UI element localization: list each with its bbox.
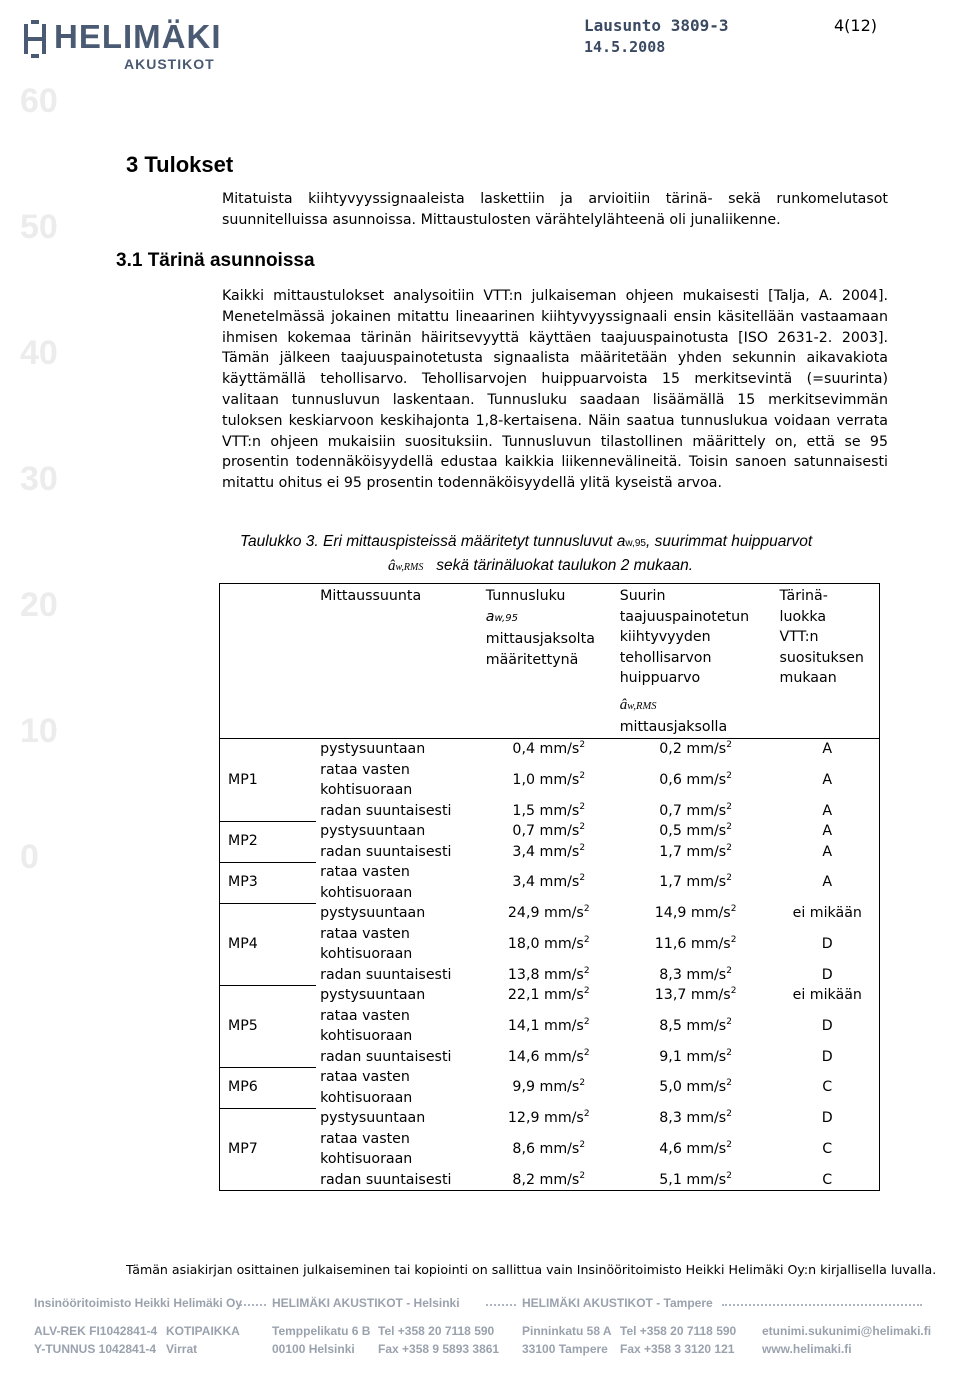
tunnusluku-cell (482, 924, 616, 965)
value: 0,6 (659, 771, 682, 788)
peak-cell (616, 1006, 776, 1047)
footer-tel-tampere: Tel +358 20 7118 590 (620, 1324, 737, 1338)
unit-exponent: 2 (583, 934, 590, 945)
value: 8,5 (659, 1017, 682, 1034)
footer-domicile: Virrat (166, 1342, 198, 1356)
header-text: luokka (779, 608, 827, 625)
footer-office-tampere: HELIMÄKI AKUSTIKOT - Tampere (522, 1296, 713, 1310)
class-cell: D (776, 1047, 880, 1068)
unit: mm/s (544, 935, 584, 952)
direction-cell: pystysuuntaan (320, 741, 426, 757)
header-symbol (486, 607, 612, 630)
measurement-point: MP5 (220, 985, 317, 1067)
measurement-point: MP2 (220, 821, 317, 862)
footer-fax-tampere: Fax +358 3 3120 121 (620, 1342, 735, 1356)
unit-exponent: 2 (726, 822, 732, 832)
unit: mm/s (539, 1079, 580, 1096)
peak-cell (616, 842, 776, 863)
class-cell: D (776, 1006, 880, 1047)
header-text: määritettynä (485, 651, 579, 668)
footer-dots (486, 1304, 516, 1306)
table-row (220, 801, 880, 822)
unit: mm/s (686, 1079, 727, 1096)
watermark-number: 50 (20, 208, 58, 246)
value: 11,6 (654, 935, 687, 952)
unit: mm/s (544, 1017, 584, 1034)
footer-domicile-label: KOTIPAIKKA (166, 1324, 240, 1338)
unit-exponent: 2 (726, 873, 732, 884)
direction-cell: rataa vasten kohtisuoraan (320, 864, 413, 901)
table-row (220, 1108, 880, 1129)
class-cell: C (776, 1067, 880, 1108)
header-direction (316, 584, 482, 739)
value: 22,1 (507, 987, 540, 1003)
table-caption (240, 531, 900, 579)
class-cell: ei mikään (776, 985, 880, 1006)
company-logo-icon (22, 20, 48, 58)
value: 0,4 (512, 741, 535, 757)
table-row (220, 1170, 880, 1191)
footer-company-name: Insinööritoimisto Heikki Helimäki Oy (34, 1296, 243, 1310)
unit-exponent: 2 (579, 1078, 586, 1089)
footer-fax-helsinki: Fax +358 9 5893 3861 (378, 1342, 500, 1356)
company-logo-name: HELIMÄKI (54, 18, 222, 55)
document-date: 14.5.2008 (584, 38, 666, 56)
unit: mm/s (686, 741, 727, 757)
footer-dots (722, 1304, 922, 1306)
footer-website: www.helimaki.fi (762, 1342, 852, 1356)
unit: mm/s (539, 843, 580, 860)
value: 3,4 (512, 874, 535, 891)
class-cell: A (776, 821, 880, 842)
tunnusluku-cell (482, 903, 616, 924)
direction-cell: pystysuuntaan (320, 987, 426, 1003)
caption-subscript: w,95 (625, 538, 646, 549)
unit: mm/s (544, 1048, 584, 1065)
header-text: mittausjaksolla (619, 719, 728, 735)
value: 13,8 (507, 966, 540, 983)
table-row (220, 985, 880, 1006)
peak-cell (616, 801, 776, 822)
unit-exponent: 2 (583, 904, 590, 914)
value: 0,2 (659, 741, 682, 757)
value: 8,3 (659, 966, 682, 983)
table-row (220, 821, 880, 842)
unit: mm/s (539, 823, 580, 839)
unit-exponent: 2 (579, 801, 586, 812)
header-direction-text: Mittaussuunta (320, 588, 422, 604)
watermark-number: 40 (20, 334, 58, 372)
caption-text: sekä tärinäluokat taulukon 2 mukaan. (436, 557, 694, 574)
direction-cell: radan suuntaisesti (320, 843, 452, 860)
page-number: 4(12) (834, 16, 878, 35)
header-text: kiihtyvyyden (619, 629, 711, 645)
unit-exponent: 2 (583, 1016, 590, 1027)
header-symbol (620, 695, 772, 718)
direction-cell: rataa vasten kohtisuoraan (320, 1130, 413, 1167)
caption-subscript: w,RMS (395, 562, 424, 573)
footer-office-helsinki: HELIMÄKI AKUSTIKOT - Helsinki (272, 1296, 460, 1310)
header-text: suosituksen (779, 649, 864, 666)
watermark-number: 10 (20, 712, 58, 750)
direction-cell: pystysuuntaan (320, 823, 426, 839)
value: 14,6 (507, 1048, 540, 1065)
direction-cell: radan suuntaisesti (320, 1048, 452, 1065)
peak-cell (616, 1129, 776, 1170)
unit-exponent: 2 (726, 1109, 732, 1119)
value: 1,7 (659, 874, 682, 891)
peak-cell (616, 924, 776, 965)
unit: mm/s (539, 1140, 580, 1157)
header-peak (616, 584, 776, 739)
unit: mm/s (539, 802, 580, 819)
tunnusluku-cell (482, 1006, 616, 1047)
header-text: tehollisarvon (619, 649, 712, 666)
class-cell: C (776, 1129, 880, 1170)
value: 1,5 (512, 802, 535, 819)
peak-cell (616, 739, 776, 760)
caption-text: Taulukko 3. Eri mittauspisteissä määritetyt tunnusluvut a (240, 533, 626, 550)
unit-exponent: 2 (726, 1078, 732, 1089)
value: 0,7 (512, 823, 535, 839)
caption-symbol: â (388, 558, 396, 574)
header-text: taajuuspainotetun (619, 608, 750, 625)
unit: mm/s (539, 874, 580, 891)
unit-exponent: 2 (726, 801, 732, 812)
unit-exponent: 2 (726, 842, 732, 853)
value: 0,5 (659, 823, 682, 839)
footer-dots (240, 1304, 266, 1306)
peak-cell (616, 1047, 776, 1068)
unit: mm/s (686, 823, 727, 839)
direction-cell: rataa vasten kohtisuoraan (320, 1069, 413, 1106)
header-text: mittausjaksolta (485, 631, 595, 647)
value: 9,9 (512, 1079, 535, 1096)
value: 14,1 (507, 1017, 540, 1034)
unit: mm/s (539, 1171, 580, 1188)
header-tunnusluku (482, 584, 616, 739)
unit: mm/s (686, 966, 727, 983)
table-row (220, 1006, 880, 1047)
table-row (220, 1047, 880, 1068)
unit-exponent: 2 (726, 770, 732, 781)
value: 18,0 (507, 935, 540, 952)
unit-exponent: 2 (726, 740, 732, 750)
unit: mm/s (539, 771, 580, 788)
tunnusluku-cell (482, 739, 616, 760)
unit-exponent: 2 (583, 1109, 590, 1119)
peak-cell (616, 1108, 776, 1129)
unit: mm/s (690, 935, 731, 952)
value: 1,0 (512, 771, 535, 788)
unit: mm/s (686, 802, 727, 819)
unit: mm/s (686, 1140, 727, 1157)
value: 5,1 (659, 1171, 682, 1188)
tunnusluku-cell (482, 1170, 616, 1191)
tunnusluku-cell (482, 985, 616, 1006)
class-cell: ei mikään (776, 903, 880, 924)
symbol: a (485, 608, 495, 625)
unit: mm/s (686, 1048, 727, 1065)
peak-cell (616, 1067, 776, 1108)
unit: mm/s (686, 874, 727, 891)
unit-exponent: 2 (726, 1139, 732, 1150)
direction-cell: radan suuntaisesti (320, 802, 452, 819)
unit-exponent: 2 (579, 1139, 586, 1150)
unit-exponent: 2 (726, 1016, 732, 1027)
unit-exponent: 2 (726, 1047, 732, 1058)
unit-exponent: 2 (726, 1170, 732, 1181)
watermark-number: 30 (20, 460, 58, 498)
unit-exponent: 2 (730, 934, 737, 945)
measurement-point: MP3 (220, 862, 317, 903)
table-row (220, 760, 880, 801)
table-row (220, 862, 880, 903)
class-cell: D (776, 924, 880, 965)
tunnusluku-cell (482, 801, 616, 822)
value: 1,7 (659, 843, 682, 860)
table-row (220, 924, 880, 965)
direction-cell: rataa vasten kohtisuoraan (320, 761, 413, 798)
footer-contact-band (28, 1292, 932, 1362)
value: 8,3 (659, 1110, 682, 1126)
watermark-number: 20 (20, 586, 58, 624)
footer-email: etunimi.sukunimi@helimaki.fi (762, 1324, 932, 1338)
unit-exponent: 2 (583, 965, 590, 976)
value: 4,6 (659, 1140, 682, 1157)
measurement-point: MP6 (220, 1067, 317, 1108)
header-text: huippuarvo (619, 670, 701, 686)
caption-text: , suurimmat huippuarvot (645, 533, 813, 550)
peak-cell (616, 965, 776, 986)
measurement-point: MP7 (220, 1108, 317, 1191)
table-row (220, 842, 880, 863)
class-cell: D (776, 965, 880, 986)
tunnusluku-cell (482, 1067, 616, 1108)
document-id: Lausunto 3809-3 (584, 16, 729, 35)
header-class (776, 584, 880, 739)
footer-address-tampere: Pinninkatu 58 A (522, 1324, 612, 1338)
header-text: Tärinä- (779, 588, 828, 604)
subsection-heading: 3.1 Tärinä asunnoissa (116, 250, 315, 271)
unit: mm/s (544, 966, 584, 983)
direction-cell: pystysuuntaan (320, 1110, 426, 1126)
direction-cell: rataa vasten kohtisuoraan (320, 925, 413, 962)
tunnusluku-cell (482, 760, 616, 801)
header-text: mukaan (779, 670, 837, 686)
unit-exponent: 2 (579, 822, 586, 832)
unit: mm/s (686, 1110, 727, 1126)
value: 24,9 (507, 905, 540, 921)
unit-exponent: 2 (583, 986, 590, 996)
tunnusluku-cell (482, 842, 616, 863)
header-text: Tunnusluku (485, 588, 566, 604)
measurement-point: MP1 (220, 739, 317, 822)
copyright-notice: Tämän asiakirjan osittainen julkaiseminen tai kopiointi on sallittua vain Insinööritoimisto Heikki Helimäki Oy:n kirjallisella luvalla. (126, 1262, 937, 1277)
class-cell: D (776, 1108, 880, 1129)
table-row (220, 965, 880, 986)
footer-address-helsinki: Temppelikatu 6 B (272, 1324, 371, 1338)
watermark-number: 0 (20, 838, 39, 876)
unit: mm/s (686, 1171, 727, 1188)
value: 14,9 (654, 905, 687, 921)
class-cell: A (776, 760, 880, 801)
company-logo-subtitle: AKUSTIKOT (124, 56, 215, 72)
unit: mm/s (544, 905, 584, 921)
unit: mm/s (690, 905, 731, 921)
footer-postal-helsinki: 00100 Helsinki (272, 1342, 355, 1356)
table-row (220, 903, 880, 924)
tunnusluku-cell (482, 862, 616, 903)
header-text: Suurin (619, 588, 666, 604)
unit: mm/s (690, 987, 731, 1003)
table-body (220, 739, 880, 1191)
footer-vat: ALV-REK FI1042841-4 (34, 1324, 158, 1338)
value: 8,6 (512, 1140, 535, 1157)
symbol-subscript: w,RMS (627, 700, 657, 712)
value: 9,1 (659, 1048, 682, 1065)
class-cell: A (776, 842, 880, 863)
table-row (220, 1129, 880, 1170)
class-cell: C (776, 1170, 880, 1191)
unit: mm/s (686, 1017, 727, 1034)
unit: mm/s (686, 843, 727, 860)
value: 13,7 (654, 987, 687, 1003)
intro-paragraph: Mitatuista kiihtyvyyssignaaleista laskettiin ja arvioitiin tärinä- sekä runkomelutasot suunnitelluissa asunnoissa. Mittaustulosten värähtelylähteenä oli junaliikenne. (222, 191, 888, 228)
unit: mm/s (686, 771, 727, 788)
unit-exponent: 2 (579, 740, 586, 750)
measurement-point: MP4 (220, 903, 317, 985)
value: 5,0 (659, 1079, 682, 1096)
unit-exponent: 2 (579, 1170, 586, 1181)
peak-cell (616, 1170, 776, 1191)
tunnusluku-cell (482, 821, 616, 842)
symbol-subscript: w,95 (494, 612, 518, 624)
peak-cell (616, 862, 776, 903)
table-header-row (220, 584, 880, 739)
footer-tel-helsinki: Tel +358 20 7118 590 (378, 1324, 495, 1338)
class-cell: A (776, 862, 880, 903)
unit-exponent: 2 (579, 873, 586, 884)
unit: mm/s (544, 1110, 584, 1126)
unit-exponent: 2 (730, 986, 737, 996)
peak-cell (616, 760, 776, 801)
direction-cell: radan suuntaisesti (316, 1170, 482, 1191)
unit-exponent: 2 (579, 842, 586, 853)
tunnusluku-cell (482, 1047, 616, 1068)
watermark-number: 60 (20, 82, 58, 120)
peak-cell (616, 821, 776, 842)
table-row (220, 1067, 880, 1108)
unit: mm/s (544, 987, 584, 1003)
method-paragraph: Kaikki mittaustulokset analysoitiin VTT:n julkaiseman ohjeen mukaisesti [Talja, A. 2004]. Menetelmässä jokainen mitattu lineaarinen kiihtyvyyssignaali ensin käsitellään vastaamaan ihmisen kokemaa tärinän häiritsevyyttä käyttäen taajuuspainotusta [ISO 2631-2. 2003]. Tämän jälkeen taajuuspainotetusta signaalista määritetään yhden sekunnin aikavakiota käyttämällä tehollisarvo. Tehollisarvojen huippuarvoista 15 merkitsevintä (=suurinta) valitaan tunnusluvun laskentaan. Tunnusluku saadaan lisäämällä 15 merkitsevimmän tuloksen keskiarvoon keskihajonta 1,8-kertaisena. Näin saatua tunnuslukua voidaan verrata VTT:n ohjeen mukaisiin suosituksiin. Tunnusluvun tilastollinen määrittely on, että se 95 prosentin todennäköisyydellä edustaa kaikkia liikennevälineitä. Toisin sanoen satunnaisesti mitattu ohitus ei 95 prosentin todennäköisyydellä ylitä kyseistä arvoa. (222, 288, 888, 492)
tunnusluku-cell (482, 965, 616, 986)
class-cell: A (776, 801, 880, 822)
footer-business-id: Y-TUNNUS 1042841-4 (34, 1342, 157, 1356)
unit-exponent: 2 (583, 1047, 590, 1058)
header-text: VTT:n (779, 629, 819, 645)
section-heading: 3 Tulokset (126, 152, 234, 177)
unit: mm/s (539, 741, 580, 757)
unit-exponent: 2 (579, 770, 586, 781)
value: 8,2 (512, 1171, 535, 1188)
tunnusluku-cell (482, 1129, 616, 1170)
value: 0,7 (659, 802, 682, 819)
peak-cell (616, 985, 776, 1006)
value: 12,9 (507, 1110, 540, 1126)
table-row (220, 739, 880, 760)
value: 3,4 (512, 843, 535, 860)
class-cell: A (776, 739, 880, 760)
unit-exponent: 2 (730, 904, 737, 914)
header-point (220, 584, 317, 739)
footer-postal-tampere: 33100 Tampere (522, 1342, 608, 1356)
direction-cell: rataa vasten kohtisuoraan (320, 1007, 413, 1044)
peak-cell (616, 903, 776, 924)
symbol: â (619, 696, 628, 713)
direction-cell: radan suuntaisesti (320, 966, 452, 983)
results-table (219, 583, 880, 1191)
tunnusluku-cell (482, 1108, 616, 1129)
unit-exponent: 2 (726, 965, 732, 976)
direction-cell: pystysuuntaan (320, 905, 426, 921)
